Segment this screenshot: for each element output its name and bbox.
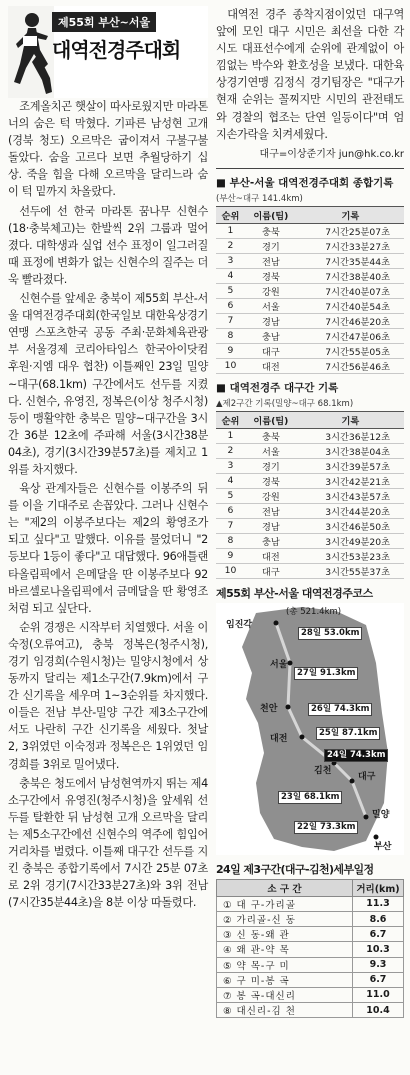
- table-row: [217, 942, 404, 957]
- table-cell: 4: [216, 473, 245, 488]
- table-cell: 4: [216, 268, 245, 283]
- table-cell: 7시간38분40초: [297, 268, 404, 283]
- segment-label: 25일 87.1km: [316, 727, 380, 740]
- table-row: [216, 503, 404, 518]
- table-row: [216, 518, 404, 533]
- schedule-table-body: [217, 896, 404, 1018]
- runner-icon: [8, 6, 54, 98]
- article-paragraph: 충북은 청도에서 남성현역까지 뛰는 제4소구간에서 유영진(청주시청)을 앞세워 선두를 탈환한 뒤 남성현 고개 오르막을 달리는 제5소구간에선 신현수의 역주에 힘입어 거리차를 벌렸다. 이틀째 대구간 선두를 지킨 충북은 종합기록에서 7시간 25분 07초로 2위 경기(7시간33분27초)와 3위 전남(7시간35분44초)을 8분 이상 따돌렸다.: [8, 776, 208, 910]
- table-cell: 강원: [245, 488, 297, 503]
- segment-label: 23일 68.1km: [278, 791, 342, 804]
- table-cell: 5: [216, 488, 245, 503]
- article-paragraph: 대역전 경주 종착지점이었던 대구역 앞에 모인 대구 시민은 최선을 다한 각 시도 대표선수에게 순위에 관계없이 아낌없는 박수와 환호성을 보냈다. 대한육상경기연맹 김정식 경기팀장은 "대구가 현재 순위는 꼴찌지만 시민의 관전태도와 경찰의 협조는 단연 일등이다"며 엄지손가락을 치켜세웠다.: [216, 8, 404, 141]
- city-label: 부산: [374, 841, 392, 852]
- schedule-segment: ③ 신 동-왜 관: [217, 927, 353, 942]
- schedule-distance: 10.4: [353, 1003, 404, 1018]
- table-cell: 5: [216, 283, 245, 298]
- table-cell: 8: [216, 328, 245, 343]
- segment-label: 27일 91.3km: [294, 667, 358, 680]
- table-cell: 7: [216, 313, 245, 328]
- table-cell: 2: [216, 443, 245, 458]
- table-cell: 6: [216, 298, 245, 313]
- table-cell: 3시간43분57초: [297, 488, 404, 503]
- schedule-distance: 11.3: [353, 896, 404, 911]
- table-cell: 대전: [245, 358, 297, 373]
- table-cell: 대구: [245, 563, 297, 578]
- table-row: [217, 896, 404, 911]
- article-paragraph: 육상 관계자들은 신현수를 이봉주의 뒤를 이을 기대주로 손꼽았다. 그러나 신현수는 "제2의 이봉주보다는 제2의 황영조가 되고 싶다"고 말했다. 이유를 물었더니 "2등보다 1등이 좋다"고 대답했다. 96애틀랜타올림픽에서 은메달을 딴 이봉주보다 92바르셀로나올림픽에서 금메달을 딴 황영조처럼 되고 싶단다.: [8, 482, 208, 615]
- column-header: 순위: [216, 411, 245, 428]
- table-cell: 1: [216, 223, 245, 238]
- table-row: [216, 563, 404, 578]
- segment-label: 26일 74.3km: [308, 703, 372, 716]
- table-row: [216, 238, 404, 253]
- table-cell: 전남: [245, 253, 297, 268]
- table-row: [216, 473, 404, 488]
- table-row: [217, 1003, 404, 1018]
- table-cell: 3시간36분12초: [297, 428, 404, 443]
- table-row: [216, 283, 404, 298]
- overall-table-body: [216, 223, 404, 373]
- article-paragraph: 선두에 선 한국 마라톤 꿈나무 신현수(18·충북체고)는 한발씩 2위 그룹과 멀어졌다. 대학생과 실업 선수 표정이 일그러질 때 표정에 변화가 없는 신현수의 질주는 더욱 빨라졌다.: [8, 204, 208, 286]
- table-cell: 강원: [245, 283, 297, 298]
- left-column: [8, 6, 208, 911]
- schedule-distance: 6.7: [353, 927, 404, 942]
- table-cell: 10: [216, 358, 245, 373]
- schedule-segment: ① 대 구-가리골: [217, 896, 353, 911]
- table-row: [217, 957, 404, 972]
- segment-label: 22일 73.3km: [294, 821, 358, 834]
- column-header: 기록: [297, 411, 404, 428]
- table-cell: 7시간47분06초: [297, 328, 404, 343]
- column-header: 이름(팀): [245, 411, 297, 428]
- table-cell: 7시간33분27초: [297, 238, 404, 253]
- table-cell: 10: [216, 563, 245, 578]
- course-map: [216, 603, 404, 855]
- table-row: [216, 533, 404, 548]
- table-cell: 3시간44분20초: [297, 503, 404, 518]
- table-cell: 3시간39분57초: [297, 458, 404, 473]
- table-cell: 경남: [245, 518, 297, 533]
- table-cell: 충북: [245, 223, 297, 238]
- schedule-segment: ⑤ 약 목-구 미: [217, 957, 353, 972]
- table-cell: 경기: [245, 458, 297, 473]
- article-paragraph: 조계올치곤 햇살이 따사로웠지만 마라톤너의 숨은 턱 막혔다. 기파른 남성현 고개(경북 청도) 오르막은 굽이져서 구불구불 돌았다. 숨을 고르다 보면 추월당하기 십상. 죽을 힘을 다해 오르막을 달리느라 숨이 턱 밑까지 차올랐다.: [8, 100, 208, 199]
- page-title: 대역전경주대회: [52, 38, 181, 62]
- table-cell: 7: [216, 518, 245, 533]
- table-row: [216, 358, 404, 373]
- city-label: 밀양: [372, 809, 390, 820]
- schedule-table: [216, 879, 404, 1019]
- table-cell: 3시간55분37초: [297, 563, 404, 578]
- table-cell: 3시간38분04초: [297, 443, 404, 458]
- section-table-body: [216, 428, 404, 578]
- table-row: [216, 268, 404, 283]
- city-label: 천안: [260, 703, 278, 714]
- article-paragraph: 순위 경쟁은 시작부터 치열했다. 서울 이숙정(오류여고), 충북 정복은(청주시청), 경기 임경희(수원시청)는 밀양시청에서 상동까지 달리는 제1소구간(7.9km)에서 구간 신기록을 세우며 1~3순위를 차지했다. 이들은 전남 부산-밀양 구간 제3소구간에서도 나란히 구간 신기록을 세웠다. 첫날 2, 3위였던 이숙정과 정복은은 1위였던 임경희를 3위로 밀어냈다.: [8, 620, 208, 771]
- table-row: [217, 927, 404, 942]
- table-row: [217, 972, 404, 987]
- schedule-distance: 8.6: [353, 911, 404, 926]
- section-record-table: [216, 411, 404, 579]
- city-label: 대구: [358, 771, 376, 782]
- table-cell: 3: [216, 253, 245, 268]
- table-cell: 6: [216, 503, 245, 518]
- table-cell: 3시간46분50초: [297, 518, 404, 533]
- course-total: (총 521.4km): [286, 606, 342, 617]
- table-cell: 1: [216, 428, 245, 443]
- schedule-title: 24일 제3구간(대구-김천)세부일정: [216, 862, 374, 876]
- table-row: [216, 253, 404, 268]
- kicker-label: 제55회 부산~서울: [52, 12, 156, 32]
- table-row: [216, 488, 404, 503]
- article-paragraph: 신현수를 앞세운 충북이 제55회 부산-서울 대역전경주대회(한국일보 대한육상경기연맹 스포츠한국 공동 주최·문화체육관광부 서울경제 코리아타임스 한국아이닷컴 후원·지엠 대우 협찬) 이틀째인 23일 밀양~대구(68.1km) 구간에서도 선두를 지켰다. 신현수, 유영진, 정복은(이상 청주시청) 등이 맹활약한 충북은 밀양~대구간을 3시간 36분 12초에 주파해 서울(3시간38분04초), 경기(3시간39분57초)를 제치고 1위를 차지했다.: [8, 292, 208, 476]
- section-table-title: ■ 대역전경주 대구간 기록: [216, 381, 339, 394]
- table-cell: 3시간42분21초: [297, 473, 404, 488]
- table-cell: 9: [216, 343, 245, 358]
- table-row: [216, 428, 404, 443]
- byline: 대구=이상준기자 jun@hk.co.kr: [259, 148, 404, 160]
- schedule-distance: 11.0: [353, 987, 404, 1002]
- table-row: [216, 298, 404, 313]
- column-header: 기록: [297, 206, 404, 223]
- table-row: [216, 223, 404, 238]
- schedule-distance: 6.7: [353, 972, 404, 987]
- table-cell: 7시간40분07초: [297, 283, 404, 298]
- table-cell: 경북: [245, 473, 297, 488]
- table-cell: 9: [216, 548, 245, 563]
- table-row: [217, 911, 404, 926]
- table-cell: 경기: [245, 238, 297, 253]
- table-cell: 7시간56분46초: [297, 358, 404, 373]
- segment-label: 28일 53.0km: [298, 627, 362, 640]
- city-label: 김천: [314, 765, 332, 776]
- table-row: [216, 458, 404, 473]
- table-cell: 3시간53분23초: [297, 548, 404, 563]
- schedule-segment: ⑧ 대신리-김 천: [217, 1003, 353, 1018]
- table-cell: 7시간40분54초: [297, 298, 404, 313]
- table-cell: 8: [216, 533, 245, 548]
- table-cell: 경북: [245, 268, 297, 283]
- table-cell: 3시간49분20초: [297, 533, 404, 548]
- section-table-subtitle: ▲제2구간 기록(밀양~대구 68.1km): [216, 398, 354, 409]
- table-cell: 경남: [245, 313, 297, 328]
- table-cell: 7시간25분07초: [297, 223, 404, 238]
- table-cell: 3: [216, 458, 245, 473]
- schedule-distance: 10.3: [353, 942, 404, 957]
- city-label: 대전: [270, 733, 288, 744]
- table-cell: 대전: [245, 548, 297, 563]
- schedule-segment: ② 가리골-신 동: [217, 911, 353, 926]
- right-column: [216, 6, 404, 1018]
- table-cell: 2: [216, 238, 245, 253]
- divider: [216, 168, 404, 169]
- schedule-distance: 9.3: [353, 957, 404, 972]
- table-cell: 충북: [245, 428, 297, 443]
- schedule-segment: ⑥ 구 미-봉 곡: [217, 972, 353, 987]
- table-row: [216, 443, 404, 458]
- column-header: 이름(팀): [245, 206, 297, 223]
- city-label: 서울: [270, 659, 288, 670]
- table-row: [216, 328, 404, 343]
- table-row: [216, 313, 404, 328]
- table-row: [216, 548, 404, 563]
- masthead: [8, 6, 208, 98]
- overall-table-subtitle: (부산~대구 141.4km): [216, 193, 303, 204]
- table-cell: 전남: [245, 503, 297, 518]
- table-cell: 충남: [245, 533, 297, 548]
- table-cell: 충남: [245, 328, 297, 343]
- overall-table-title: ■ 부산-서울 대역전경주대회 종합기록: [216, 176, 394, 189]
- table-cell: 7시간46분20초: [297, 313, 404, 328]
- schedule-segment: ④ 왜 관-약 목: [217, 942, 353, 957]
- table-cell: 대구: [245, 343, 297, 358]
- city-label: 임진각: [226, 619, 253, 630]
- table-row: [216, 343, 404, 358]
- column-header: 소 구 간: [217, 879, 353, 896]
- table-row: [217, 987, 404, 1002]
- segment-label-highlight: 24일 74.3km: [324, 749, 388, 762]
- table-cell: 7시간55분05초: [297, 343, 404, 358]
- column-header: 거리(km): [353, 879, 404, 896]
- schedule-segment: ⑦ 봉 곡-대신리: [217, 987, 353, 1002]
- column-header: 순위: [216, 206, 245, 223]
- table-cell: 서울: [245, 443, 297, 458]
- table-cell: 7시간35분44초: [297, 253, 404, 268]
- table-cell: 서울: [245, 298, 297, 313]
- overall-record-table: [216, 206, 404, 374]
- course-map-title: 제55회 부산-서울 대역전경주코스: [216, 586, 373, 600]
